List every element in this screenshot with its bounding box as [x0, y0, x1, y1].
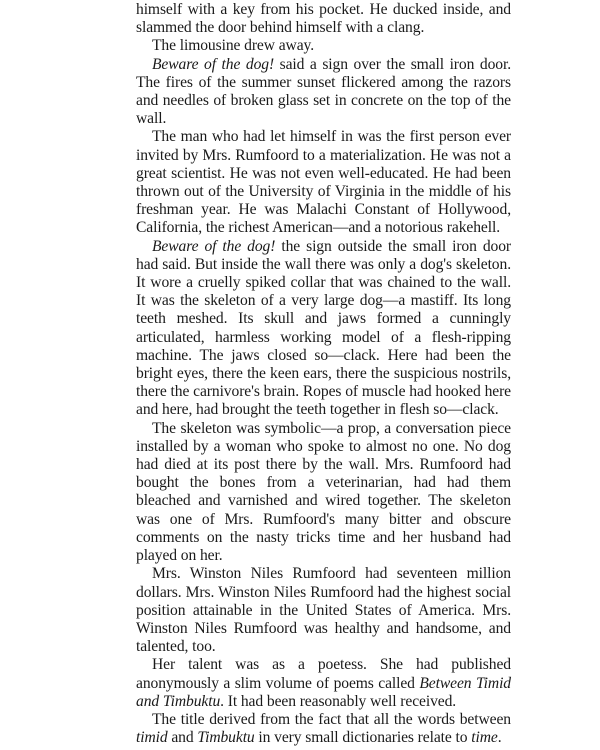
paragraph [136, 711, 511, 747]
text-run: himself with a key from his pocket. He ducked inside, and slammed the door behind himself with a clang. [136, 1, 511, 37]
text-run: . It had been reasonably well received. [220, 692, 457, 710]
italic-text-run: Between Timid and Timbuktu [136, 674, 512, 710]
text-run: and [167, 729, 198, 747]
text-run: The title derived from the fact that all the words between [152, 710, 511, 728]
text-run: The skeleton was symbolic—a prop, a conversation piece installed by a woman who spoke to almost no one. No dog had died at its post there by the wall. Mrs. Rumfoord had bought the bones from a veterinarian, had had them bleached and varnished and wired together. The skeleton was one of Mrs. Rumfoord's many bitter and obscure comments on the nasty tricks time and her husband had played on her. [136, 419, 511, 565]
text-run: the sign outside the small iron door had said. But inside the wall there was only a dog's skeleton. It wore a cruelly spiked collar that was chained to the wall. It was the skeleton of a very large dog—a mastiff. Its long teeth meshed. Its skull and jaws formed a cunningly articulated, harmless working model of a flesh-ripping machine. The jaws closed so—clack. Here had been the bright eyes, there the keen ears, there the suspicious nostrils, there the carnivore's brain. Ropes of muscle had hooked here and here, had brought the teeth together in flesh so—clack. [136, 237, 512, 419]
paragraph [136, 1, 511, 37]
italic-text-run: Beware of the dog! [152, 237, 276, 255]
italic-text-run: Beware of the dog! [152, 55, 275, 73]
italic-text-run: time [471, 729, 498, 747]
text-run: The limousine drew away. [152, 37, 315, 55]
paragraph [136, 238, 511, 420]
paragraph [136, 420, 511, 566]
body-text [136, 1, 511, 747]
paragraph [136, 565, 511, 656]
paragraph [136, 656, 511, 711]
paragraph [136, 56, 511, 129]
italic-text-run: Timbuktu [197, 729, 255, 747]
text-run: Her talent was as a poetess. She had published anonymously a slim volume of poems called [136, 656, 511, 692]
text-run: . [497, 729, 502, 747]
text-run: in very small dictionaries relate to [254, 729, 472, 747]
text-run: The man who had let himself in was the first person ever invited by Mrs. Rumfoord to a materialization. He was not a great scientist. He was not even well-educated. He had been thrown out of the University of Virginia in the middle of his freshman year. He was Malachi Constant of Hollywood, California, the richest American—and a notorious rakehell. [136, 128, 511, 237]
paragraph [136, 37, 511, 55]
italic-text-run: timid [136, 729, 168, 747]
text-run: said a sign over the small iron door. The fires of the summer sunset flickered among the razors and needles of broken glass set in concrete on the top of the wall. [136, 55, 511, 128]
paragraph [136, 128, 511, 237]
text-run: Mrs. Winston Niles Rumfoord had seventeen million dollars. Mrs. Winston Niles Rumfoord had the highest social position attainable in the United States of America. Mrs. Winston Niles Rumfoord was healthy and handsome, and talented, too. [136, 565, 511, 656]
